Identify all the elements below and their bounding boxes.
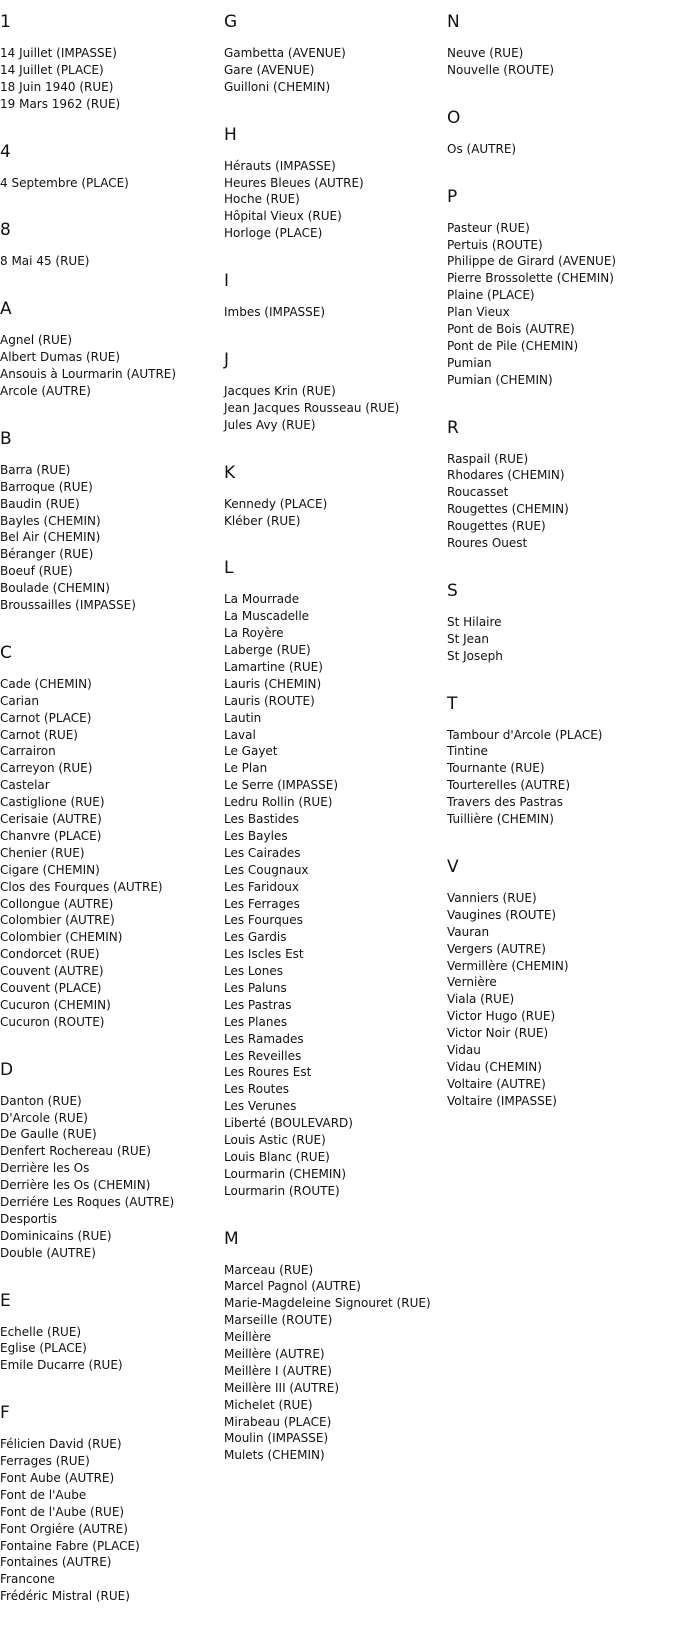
- section-letter-heading: F: [0, 1403, 10, 1424]
- street-name-item: Jacques Krin (RUE): [224, 384, 336, 399]
- street-name-item: St Hilaire: [447, 614, 502, 629]
- street-name-item: Louis Astic (RUE): [224, 1132, 326, 1147]
- street-name-item: Lamartine (RUE): [224, 660, 323, 675]
- street-name-item: St Jean: [447, 631, 490, 646]
- street-name-item: Cigare (CHEMIN): [0, 862, 100, 877]
- section-letter-heading: J: [224, 350, 230, 371]
- street-name-item: Vernière: [447, 975, 497, 990]
- street-name-item: Derriére Les Roques (AUTRE): [0, 1194, 175, 1209]
- section-letter-heading: I: [224, 271, 230, 292]
- street-name-item: Pierre Brossolette (CHEMIN): [447, 271, 614, 286]
- street-name-item: Baudin (RUE): [0, 496, 80, 511]
- street-name-item: Les Roures Est: [224, 1065, 312, 1080]
- street-name-item: Les Gardis: [224, 930, 287, 945]
- street-name-item: Carreyon (RUE): [0, 761, 93, 776]
- street-name-item: Pertuis (ROUTE): [447, 237, 543, 252]
- section-letter-heading: K: [224, 462, 236, 483]
- street-name-item: Meillère (AUTRE): [224, 1346, 325, 1361]
- street-name-item: Emile Ducarre (RUE): [0, 1358, 123, 1373]
- street-name-item: Rougettes (CHEMIN): [447, 502, 569, 517]
- street-name-item: Vanniers (RUE): [447, 890, 537, 905]
- street-name-item: Les Planes: [224, 1014, 288, 1029]
- street-name-item: Raspail (RUE): [447, 451, 529, 466]
- column-1: [0, 10, 222, 1632]
- column-2: [224, 10, 446, 1491]
- street-name-item: Béranger (RUE): [0, 547, 94, 562]
- section-letter-heading: D: [0, 1059, 14, 1080]
- street-name-item: Pumian (CHEMIN): [447, 372, 553, 387]
- letter-group: [0, 218, 222, 270]
- letter-group: [0, 297, 222, 400]
- street-name-item: Les Cougnaux: [224, 862, 309, 877]
- street-name-item: Meillère: [224, 1330, 272, 1345]
- street-name-item: Chenier (RUE): [0, 845, 85, 860]
- street-name-item: Roures Ouest: [447, 536, 528, 551]
- street-name-item: Jean Jacques Rousseau (RUE): [224, 400, 400, 415]
- street-name-item: Danton (RUE): [0, 1093, 82, 1108]
- street-name-item: Les Bastides: [224, 812, 300, 827]
- letter-group: [0, 140, 222, 192]
- street-name-item: Cucuron (CHEMIN): [0, 997, 111, 1012]
- section-letter-heading: 4: [0, 141, 11, 162]
- column-3: [447, 10, 675, 1137]
- letter-group: [0, 10, 222, 113]
- street-name-item: Derrière les Os (CHEMIN): [0, 1178, 151, 1193]
- street-name-item: Michelet (RUE): [224, 1397, 313, 1412]
- street-name-item: Colombier (AUTRE): [0, 913, 115, 928]
- section-letter-heading: G: [224, 12, 238, 32]
- street-name-item: 4 Septembre (PLACE): [0, 175, 129, 190]
- street-name-item: Arcole (AUTRE): [0, 384, 91, 399]
- street-name-item: 14 Juillet (IMPASSE): [0, 46, 117, 60]
- section-letter-heading: T: [447, 693, 458, 714]
- street-name-item: Tournante (RUE): [447, 761, 545, 776]
- street-name-item: Couvent (PLACE): [0, 980, 102, 995]
- street-name-item: Les Verunes: [224, 1099, 297, 1114]
- letter-group: [224, 461, 446, 530]
- street-name-item: Fontaines (AUTRE): [0, 1555, 112, 1570]
- street-name-item: Gare (AVENUE): [224, 62, 315, 77]
- street-name-item: Hôpital Vieux (RUE): [224, 209, 342, 224]
- street-name-item: Gambetta (AVENUE): [224, 46, 346, 60]
- street-name-item: Mirabeau (PLACE): [224, 1414, 332, 1429]
- street-name-item: Plaine (PLACE): [447, 288, 535, 303]
- street-name-item: 19 Mars 1962 (RUE): [0, 96, 121, 111]
- street-name-item: Vauran: [447, 924, 490, 939]
- section-letter-heading: 1: [0, 12, 11, 32]
- street-name-item: Les Bayles: [224, 828, 288, 843]
- street-name-item: Carrairon: [0, 744, 56, 759]
- street-name-item: Heures Bleues (AUTRE): [224, 175, 364, 190]
- letter-group: [447, 185, 675, 389]
- section-letter-heading: E: [0, 1290, 11, 1311]
- street-name-item: Félicien David (RUE): [0, 1437, 122, 1452]
- street-name-item: Carnot (PLACE): [0, 710, 92, 725]
- street-name-item: Marseille (ROUTE): [224, 1313, 333, 1328]
- street-name-item: Meillère I (AUTRE): [224, 1363, 332, 1378]
- street-name-item: Travers des Pastras: [447, 795, 563, 810]
- street-name-item: Rougettes (RUE): [447, 519, 546, 534]
- street-name-item: Bayles (CHEMIN): [0, 513, 101, 528]
- street-name-item: Cucuron (ROUTE): [0, 1014, 105, 1029]
- street-name-item: Vermillère (CHEMIN): [447, 958, 569, 973]
- street-name-item: Les Lones: [224, 964, 283, 979]
- section-letter-heading: 8: [0, 220, 11, 241]
- letter-group: [0, 1289, 222, 1375]
- street-name-item: Les Cairades: [224, 845, 301, 860]
- section-letter-heading: L: [224, 558, 234, 579]
- street-name-item: Imbes (IMPASSE): [224, 305, 326, 320]
- section-letter-heading: P: [447, 186, 458, 207]
- section-letter-heading: R: [447, 417, 459, 438]
- street-name-item: Les Routes: [224, 1082, 290, 1097]
- street-name-item: Jules Avy (RUE): [224, 417, 316, 432]
- street-name-item: Tuillière (CHEMIN): [447, 812, 554, 827]
- street-name-item: Le Plan: [224, 761, 268, 776]
- street-name-item: Derrière les Os: [0, 1161, 90, 1176]
- street-name-item: Hérauts (IMPASSE): [224, 158, 336, 173]
- street-name-item: Liberté (BOULEVARD): [224, 1116, 353, 1131]
- street-name-item: Les Paluns: [224, 980, 287, 995]
- street-name-item: Vergers (AUTRE): [447, 941, 546, 956]
- street-name-item: Pasteur (RUE): [447, 220, 530, 235]
- street-name-item: Les Ramades: [224, 1031, 304, 1046]
- street-name-item: Marie-Magdeleine Signouret (RUE): [224, 1296, 431, 1311]
- street-name-item: Tintine: [447, 744, 488, 759]
- street-name-item: Castiglione (RUE): [0, 795, 105, 810]
- street-name-item: Lourmarin (ROUTE): [224, 1183, 340, 1198]
- street-name-item: Pont de Bois (AUTRE): [447, 322, 575, 337]
- letter-group: [0, 641, 222, 1031]
- street-name-item: Bel Air (CHEMIN): [0, 530, 101, 545]
- street-name-item: Cade (CHEMIN): [0, 676, 92, 691]
- street-name-item: La Royère: [224, 626, 284, 641]
- street-name-item: Nouvelle (ROUTE): [447, 62, 555, 77]
- street-name-item: Laval: [224, 727, 256, 742]
- street-name-item: Voltaire (IMPASSE): [447, 1093, 557, 1108]
- street-name-item: Rhodares (CHEMIN): [447, 468, 565, 483]
- street-name-item: Les Reveilles: [224, 1048, 302, 1063]
- street-name-item: Philippe de Girard (AVENUE): [447, 254, 617, 269]
- street-name-item: Meillère III (AUTRE): [224, 1380, 340, 1395]
- street-name-item: Francone: [0, 1572, 55, 1587]
- street-name-item: Broussailles (IMPASSE): [0, 598, 136, 613]
- street-name-item: Lauris (CHEMIN): [224, 676, 322, 691]
- letter-group: [224, 269, 446, 321]
- letter-group: [224, 10, 446, 96]
- street-name-item: Font Aube (AUTRE): [0, 1470, 115, 1485]
- street-name-item: Boeuf (RUE): [0, 564, 73, 579]
- letter-group: [224, 123, 446, 242]
- street-name-item: Marcel Pagnol (AUTRE): [224, 1279, 361, 1294]
- street-name-item: Os (AUTRE): [447, 141, 517, 156]
- street-name-item: Font de l'Aube: [0, 1487, 87, 1502]
- street-name-item: Vaugines (ROUTE): [447, 907, 557, 922]
- street-name-item: Dominicains (RUE): [0, 1228, 112, 1243]
- street-name-item: Mulets (CHEMIN): [224, 1448, 325, 1463]
- street-name-item: Pumian: [447, 355, 492, 370]
- street-name-item: Boulade (CHEMIN): [0, 581, 110, 596]
- street-name-item: Pont de Pile (CHEMIN): [447, 338, 579, 353]
- street-name-item: Victor Hugo (RUE): [447, 1009, 556, 1024]
- section-letter-heading: V: [447, 856, 459, 877]
- street-name-item: Lourmarin (CHEMIN): [224, 1166, 347, 1181]
- street-name-item: De Gaulle (RUE): [0, 1127, 97, 1142]
- letter-group: [447, 692, 675, 828]
- street-name-item: Font de l'Aube (RUE): [0, 1504, 125, 1519]
- letter-group: [447, 579, 675, 665]
- street-name-item: Ferrages (RUE): [0, 1454, 90, 1469]
- letter-group: [224, 348, 446, 434]
- street-name-item: Viala (RUE): [447, 992, 515, 1007]
- street-name-item: Lauris (ROUTE): [224, 693, 315, 708]
- letter-group: [447, 106, 675, 158]
- letter-group: [447, 855, 675, 1110]
- letter-group: [447, 10, 675, 79]
- street-name-item: Barroque (RUE): [0, 479, 93, 494]
- street-name-item: Plan Vieux: [447, 305, 510, 320]
- street-name-item: 8 Mai 45 (RUE): [0, 254, 90, 269]
- street-name-item: Vidau: [447, 1042, 481, 1057]
- street-name-item: Colombier (CHEMIN): [0, 930, 123, 945]
- section-letter-heading: A: [0, 299, 12, 320]
- street-name-item: Voltaire (AUTRE): [447, 1076, 546, 1091]
- street-name-item: Louis Blanc (RUE): [224, 1149, 330, 1164]
- street-name-item: Castelar: [0, 778, 50, 793]
- section-letter-heading: S: [447, 580, 458, 601]
- street-name-item: St Joseph: [447, 648, 503, 663]
- street-name-item: Fontaine Fabre (PLACE): [0, 1538, 140, 1553]
- street-name-item: Kléber (RUE): [224, 513, 301, 528]
- street-name-item: Font Orgiére (AUTRE): [0, 1521, 128, 1536]
- street-name-item: Ledru Rollin (RUE): [224, 795, 333, 810]
- street-name-item: Frédéric Mistral (RUE): [0, 1589, 130, 1604]
- street-name-item: Albert Dumas (RUE): [0, 350, 121, 365]
- street-name-item: Carnot (RUE): [0, 727, 78, 742]
- letter-group: [0, 427, 222, 614]
- street-name-item: Couvent (AUTRE): [0, 964, 104, 979]
- street-name-item: Collongue (AUTRE): [0, 896, 114, 911]
- street-name-item: 18 Juin 1940 (RUE): [0, 79, 114, 94]
- street-name-item: Agnel (RUE): [0, 333, 73, 348]
- street-name-item: Desportis: [0, 1211, 58, 1226]
- street-name-item: Les Fourques: [224, 913, 303, 928]
- street-name-item: Barra (RUE): [0, 462, 71, 477]
- street-name-item: Horloge (PLACE): [224, 226, 323, 241]
- street-name-item: Laberge (RUE): [224, 643, 311, 658]
- section-letter-heading: H: [224, 124, 237, 145]
- street-name-item: Les Ferrages: [224, 896, 300, 911]
- section-letter-heading: M: [224, 1228, 239, 1249]
- street-name-item: Victor Noir (RUE): [447, 1026, 549, 1041]
- letter-group: [0, 1401, 222, 1605]
- street-name-item: 14 Juillet (PLACE): [0, 62, 104, 77]
- street-name-item: La Mourrade: [224, 592, 300, 607]
- letter-group: [224, 556, 446, 1199]
- section-letter-heading: B: [0, 428, 12, 449]
- street-name-item: Ansouis à Lourmarin (AUTRE): [0, 367, 177, 382]
- street-name-item: Echelle (RUE): [0, 1324, 82, 1339]
- street-name-item: Les Faridoux: [224, 879, 300, 894]
- street-name-item: Le Gayet: [224, 744, 278, 759]
- street-name-item: Clos des Fourques (AUTRE): [0, 879, 163, 894]
- letter-group: [447, 416, 675, 552]
- street-name-item: Lautin: [224, 710, 262, 725]
- street-name-item: Chanvre (PLACE): [0, 828, 102, 843]
- street-name-item: Condorcet (RUE): [0, 947, 100, 962]
- section-letter-heading: C: [0, 642, 12, 663]
- street-name-item: Tambour d'Arcole (PLACE): [447, 727, 603, 742]
- street-name-item: Vidau (CHEMIN): [447, 1059, 542, 1074]
- street-name-item: La Muscadelle: [224, 609, 310, 624]
- street-name-item: Moulin (IMPASSE): [224, 1431, 329, 1446]
- section-letter-heading: O: [447, 107, 461, 128]
- letter-group: [224, 1227, 446, 1465]
- street-name-item: Les Iscles Est: [224, 947, 304, 962]
- street-name-item: Les Pastras: [224, 997, 292, 1012]
- letter-group: [0, 1058, 222, 1262]
- street-name-item: Hoche (RUE): [224, 192, 300, 207]
- street-name-item: Kennedy (PLACE): [224, 496, 328, 511]
- street-name-item: Cerisaie (AUTRE): [0, 812, 102, 827]
- street-name-item: Le Serre (IMPASSE): [224, 778, 339, 793]
- street-name-item: Double (AUTRE): [0, 1245, 96, 1260]
- street-name-item: Tourterelles (AUTRE): [447, 778, 571, 793]
- street-name-item: Denfert Rochereau (RUE): [0, 1144, 151, 1159]
- street-name-item: Eglise (PLACE): [0, 1341, 87, 1356]
- section-letter-heading: N: [447, 12, 460, 32]
- street-name-item: Roucasset: [447, 485, 509, 500]
- street-name-item: Marceau (RUE): [224, 1262, 314, 1277]
- street-name-item: Neuve (RUE): [447, 46, 524, 60]
- street-name-item: D'Arcole (RUE): [0, 1110, 88, 1125]
- street-name-item: Carian: [0, 693, 39, 708]
- street-name-item: Guilloni (CHEMIN): [224, 79, 331, 94]
